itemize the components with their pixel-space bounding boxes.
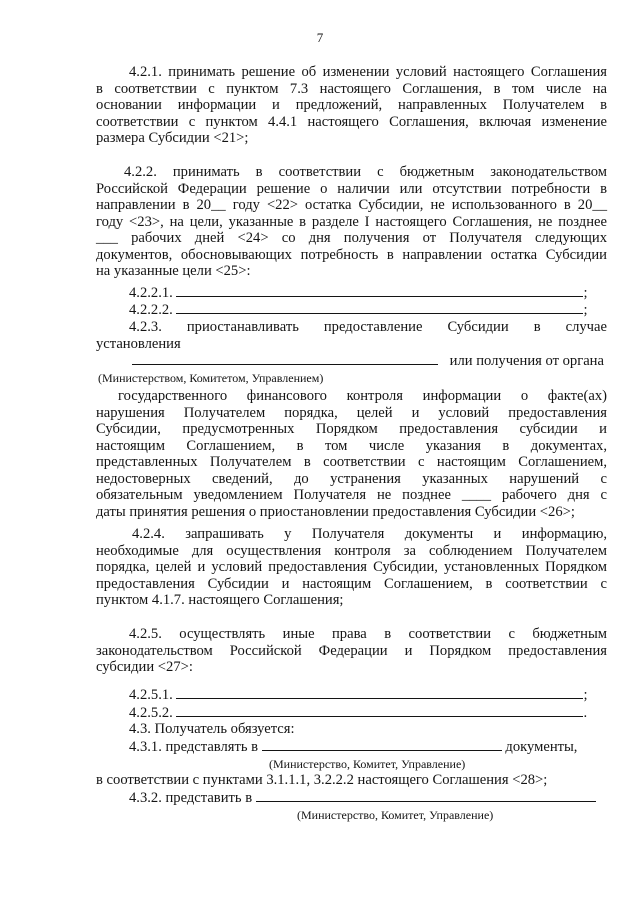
paragraph-4-2-3-head bbox=[129, 319, 607, 336]
authority-tail: или получения от органа bbox=[449, 353, 604, 369]
paragraph-4-2-1 bbox=[96, 64, 607, 147]
paragraph-4-2-3-body bbox=[96, 388, 607, 520]
paragraph-4-2-3-word: установления bbox=[96, 336, 181, 352]
item-end: . bbox=[583, 705, 588, 721]
word: приостанавливать bbox=[186, 319, 299, 335]
text-line: 4.2.4. запрашивать у Получателя документы и информацию, bbox=[132, 526, 607, 542]
item-number: 4.2.2.2. bbox=[129, 302, 173, 318]
blank-line bbox=[176, 284, 583, 297]
word: случае bbox=[565, 319, 607, 335]
text-line: на указанные цели <25>: bbox=[96, 263, 251, 279]
text-line: порядка, целей и условий предоставления Субсидии, установленных Порядком bbox=[96, 559, 607, 575]
text-line: нарушения Получателем порядка, целей и условий предоставления bbox=[96, 404, 607, 421]
caption-authority: (Министерство, Комитет, Управление) bbox=[297, 808, 494, 822]
text-line: Российской Федерации решение о наличии или отсутствии потребности в bbox=[96, 180, 607, 197]
blank-line bbox=[262, 738, 502, 751]
paragraph-4-2-4 bbox=[96, 526, 607, 609]
word: в bbox=[533, 319, 541, 335]
word: Субсидии bbox=[447, 319, 509, 335]
text-line: Субсидии, предусмотренных Порядком предоставления субсидии и bbox=[96, 421, 607, 437]
caption-authority: (Министерство, Комитет, Управление) bbox=[269, 757, 466, 771]
text-line: недостоверных сведений, до устранения указанных нарушений с bbox=[96, 470, 607, 487]
paragraph-4-3: 4.3. Получатель обязуется: bbox=[129, 721, 295, 737]
text-line: пунктом 4.1.7. настоящего Соглашения; bbox=[96, 592, 344, 608]
text-line: основании информации и предложений, направленных Получателем в bbox=[96, 97, 607, 113]
text-line: размера Субсидии <21>; bbox=[96, 130, 249, 146]
item-4-2-2-2 bbox=[129, 301, 588, 319]
paragraph-4-3-2 bbox=[129, 789, 596, 807]
item-4-2-2-1 bbox=[129, 284, 588, 302]
paragraph-4-3-1 bbox=[129, 738, 577, 756]
blank-line bbox=[176, 686, 583, 699]
blank-line bbox=[132, 352, 438, 365]
text-line: 4.2.5. осуществлять иные права в соответствии с бюджетным bbox=[129, 626, 607, 642]
item-head: 4.3.1. представлять в bbox=[129, 739, 259, 755]
text-line: соответствии с пунктом 4.4.1 настоящего Соглашения, включая изменение bbox=[96, 113, 607, 130]
blank-line bbox=[176, 301, 583, 314]
text-line: субсидии <27>: bbox=[96, 659, 193, 675]
page-number: 7 bbox=[316, 30, 324, 45]
item-end: ; bbox=[583, 687, 588, 703]
paragraph-4-2-5 bbox=[96, 626, 607, 676]
item-end: ; bbox=[583, 302, 588, 318]
text-line: 4.2.1. принимать решение об изменении условий настоящего Соглашения bbox=[129, 64, 607, 80]
text-line: ___ рабочих дней <24> со дня получения от Получателя следующих bbox=[96, 230, 607, 246]
text-line: году <23>, на цели, указанные в разделе I настоящего Соглашения, не позднее bbox=[96, 213, 607, 230]
text-line: 4.2.2. принимать в соответствии с бюджетным законодательством bbox=[124, 164, 607, 180]
item-number: 4.2.5.2. bbox=[129, 705, 173, 721]
blank-line bbox=[256, 789, 596, 802]
text-line: направлении в 20__ году <22> остатка Субсидии, не использованного в 20__ bbox=[96, 197, 607, 213]
paragraph-4-2-2 bbox=[96, 164, 607, 280]
text-line: законодательством Российской Федерации и Порядком предоставления bbox=[96, 642, 607, 659]
text-line: в соответствии с пунктом 7.3 настоящего Соглашения, в том числе на bbox=[96, 80, 607, 97]
text-line: представленных Получателем в соответствии с настоящим Соглашением, bbox=[96, 454, 607, 470]
item-number: 4.2.2.1. bbox=[129, 285, 173, 301]
item-number: 4.2.5.1. bbox=[129, 687, 173, 703]
authority-line bbox=[132, 352, 604, 370]
word: предоставление bbox=[323, 319, 423, 335]
blank-line bbox=[176, 704, 583, 717]
item-tail: документы, bbox=[505, 739, 578, 755]
text-line: государственного финансового контроля информации о факте(ах) bbox=[118, 388, 607, 404]
item-end: ; bbox=[583, 285, 588, 301]
item-head: 4.3.2. представить в bbox=[129, 790, 253, 806]
text-line: необходимые для осуществления контроля за соблюдением Получателем bbox=[96, 542, 607, 559]
caption-authority: (Министерством, Комитетом, Управлением) bbox=[98, 371, 324, 385]
item-4-2-5-2 bbox=[129, 704, 587, 722]
paragraph-4-3-1-cont: в соответствии с пунктами 3.1.1.1, 3.2.2.2 настоящего Соглашения <28>; bbox=[96, 772, 548, 788]
word: 4.2.3. bbox=[129, 319, 162, 335]
text-line: предоставления Субсидии и настоящим Соглашением, в соответствии с bbox=[96, 575, 607, 592]
text-line: даты принятия решения о приостановлении предоставления Субсидии <26>; bbox=[96, 503, 575, 520]
item-4-2-5-1 bbox=[129, 686, 588, 704]
text-line: настоящим Соглашением, в том числе указания в документах, bbox=[96, 437, 607, 454]
text-line: обязательным уведомлением Получателя не позднее ____ рабочего дня с bbox=[96, 487, 607, 503]
text-line: документов, обосновывающих потребность в направлении остатка Субсидии bbox=[96, 246, 607, 263]
